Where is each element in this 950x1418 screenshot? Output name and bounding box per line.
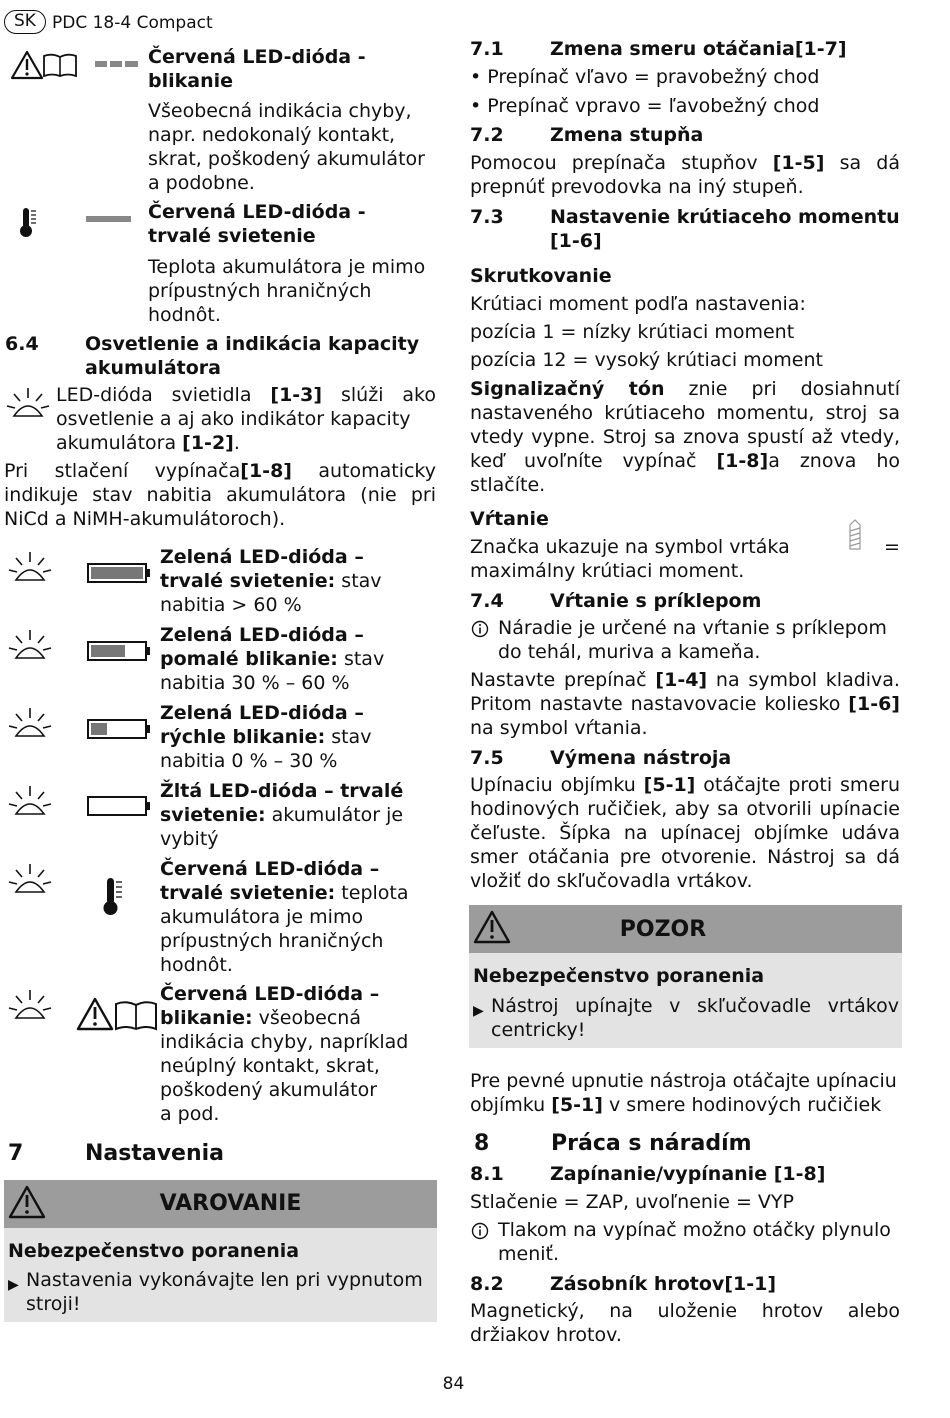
thermometer-icon — [102, 876, 124, 916]
screw-l3: pozícia 12 = vysoký krútiaci moment — [470, 349, 823, 371]
drill-bit-icon — [848, 519, 862, 551]
lamp-icon — [8, 862, 52, 896]
section-7-number: 7 — [8, 1141, 24, 1166]
caution-box-text: Nástroj upínajte v skľučovadle vrtákov centricky! — [491, 995, 899, 1041]
s82-text: Magnetický, na uloženie hrotov alebo držiakov hrotov. — [470, 1300, 900, 1346]
lamp-icon — [8, 706, 52, 740]
battery-mid-icon — [87, 641, 151, 661]
signal-tone-paragraph: Signalizačný tón znie pri dosiahnutí nastaveného krútiaceho momentu, stroj sa vtedy vypne. Stroj sa znova spustí až vtedy, keď uvoľníte vypínač [1-8]a znova ho stlačíte. — [470, 378, 900, 496]
s71-bullet-2: • Prepínač vpravo = ľavobežný chod — [470, 95, 820, 117]
s72-text: Pomocou prepínača stupňov [1-5] sa dá prepnúť prevodovka na iný stupeň. — [470, 152, 901, 198]
caution-box-subtitle: Nebezpečenstvo poranenia — [473, 965, 765, 987]
lamp-icon — [8, 784, 52, 818]
warning-icon — [76, 997, 114, 1031]
battery-low-icon — [87, 719, 151, 739]
section-7-3-number: 7.3 — [470, 206, 504, 228]
product-model: PDC 18-4 Compact — [52, 13, 213, 33]
lamp-icon — [8, 988, 52, 1022]
section-6-4-number: 6.4 — [5, 333, 39, 355]
s81-l1: Stlačenie = ZAP, uvoľnenie = VYP — [470, 1191, 794, 1213]
manual-icon — [42, 52, 78, 78]
drill-l2: maximálny krútiaci moment. — [470, 560, 745, 582]
led-blink-bar-icon — [95, 60, 139, 68]
section-7-5-heading: 7.5 Výmena nástroja — [470, 747, 732, 769]
s81-info: Tlakom na vypínač možno otáčky plynulo meniť. — [498, 1219, 891, 1265]
charge-text-1: Zelená LED-dióda – trvalé svietenie: stav nabitia > 60 % — [160, 546, 382, 616]
s75-text: Upínaciu objímku [5-1] otáčajte proti smeru hodinových ručičiek, aby sa otvorili upínacie čeľuste. Šípka na upínacej objímke udáva smer otáčania pre otvorenie. Nástroj sa dá vložiť do skľučovadla vrtákov. — [470, 774, 900, 892]
lamp-paragraph: LED-dióda svietidla [1-3] slúži ako osvetlenie a aj ako indikátor kapacity akumulátora [1-2]. — [56, 384, 436, 454]
charge-text-6: Červená LED-dióda – blikanie: všeobecná indikácia chyby, napríklad neúplný kontakt, skrat, poškodený akumulátor a pod. — [160, 983, 409, 1125]
section-7-1-heading: 7.1 Zmena smeru otáčania[1-7] — [470, 38, 847, 60]
after-caution-text: Pre pevné upnutie nástroja otáčajte upínaciu objímku [5-1] v smere hodinových ručičiek — [470, 1070, 897, 1116]
language-badge: SK — [4, 10, 46, 34]
screw-heading: Skrutkovanie — [470, 265, 612, 287]
press-paragraph: Pri stlačení vypínača[1-8] automaticky indikuje stav nabitia akumulátora (nie pri NiCd a NiMH-akumulátoroch). — [4, 460, 437, 530]
manual-icon — [114, 999, 158, 1031]
charge-text-4: Žltá LED-dióda – trvalé svietenie: akumulátor je vybitý — [160, 780, 404, 850]
thermometer-icon — [18, 206, 38, 238]
info-icon — [471, 1222, 489, 1240]
charge-text-2: Zelená LED-dióda – pomalé blikanie: stav nabitia 30 % – 60 % — [160, 624, 385, 694]
screw-l1: Krútiaci moment podľa nastavenia: — [470, 293, 806, 315]
section-6-4-title: Osvetlenie a indikácia kapacity akumulátora — [85, 333, 420, 379]
warning-box-subtitle: Nebezpečenstvo poranenia — [8, 1240, 300, 1262]
section-7-3-title: Nastavenie krútiaceho momentu [1-6] — [550, 206, 900, 252]
warning-box-title: VAROVANIE — [159, 1191, 302, 1216]
drill-eq: = — [884, 536, 900, 558]
led2-title: Červená LED-dióda - trvalé svietenie — [148, 201, 366, 247]
led1-desc: Všeobecná indikácia chyby, napr. nedokonalý kontakt, skrat, poškodený akumulátor a podobne. — [148, 100, 425, 194]
info-icon — [471, 620, 489, 638]
s74-text: Nastavte prepínač [1-4] na symbol kladiva. Pritom nastavte nastavovacie koliesko [1-6] na symbol vŕtania. — [470, 669, 900, 739]
screw-l2: pozícia 1 = nízky krútiaci moment — [470, 321, 795, 343]
lamp-icon — [8, 628, 52, 662]
drill-l1: Značka ukazuje na symbol vrtáka — [470, 536, 790, 558]
section-8-number: 8 — [474, 1131, 490, 1156]
drill-heading: Vŕtanie — [470, 508, 549, 530]
section-7-4-heading: 7.4 Vŕtanie s príklepom — [470, 590, 762, 612]
section-8-1-heading: 8.1 Zapínanie/vypínanie [1-8] — [470, 1163, 826, 1185]
battery-full-icon — [87, 563, 151, 583]
led-solid-bar-icon — [86, 215, 131, 223]
led1-title: Červená LED-dióda - blikanie — [148, 46, 366, 92]
s71-bullet-1: • Prepínač vľavo = pravobežný chod — [470, 66, 820, 88]
section-7-title: Nastavenia — [85, 1141, 225, 1166]
warning-box-text: Nastavenia vykonávajte len pri vypnutom stroji! — [26, 1269, 423, 1315]
section-8-title: Práca s náradím — [551, 1131, 752, 1156]
lamp-icon — [8, 550, 52, 584]
charge-text-5: Červená LED-dióda – trvalé svietenie: teplota akumulátora je mimo prípustných hraničných hodnôt. — [160, 858, 409, 976]
lamp-icon — [6, 386, 50, 420]
bullet-triangle-icon: ▶ — [8, 1277, 19, 1293]
led2-desc: Teplota akumulátora je mimo prípustných hraničných hodnôt. — [148, 256, 426, 326]
warning-icon — [10, 50, 44, 80]
section-8-2-heading: 8.2 Zásobník hrotov[1-1] — [470, 1273, 777, 1295]
battery-empty-icon — [87, 796, 151, 816]
s74-info: Náradie je určené na vŕtanie s príklepom do tehál, muriva a kameňa. — [498, 617, 887, 663]
page-number: 84 — [442, 1374, 465, 1394]
section-7-2-heading: 7.2 Zmena stupňa — [470, 124, 704, 146]
caution-box-title: POZOR — [619, 917, 707, 942]
bullet-triangle-icon: ▶ — [473, 1003, 484, 1019]
charge-text-3: Zelená LED-dióda – rýchle blikanie: stav nabitia 0 % – 30 % — [160, 702, 372, 772]
